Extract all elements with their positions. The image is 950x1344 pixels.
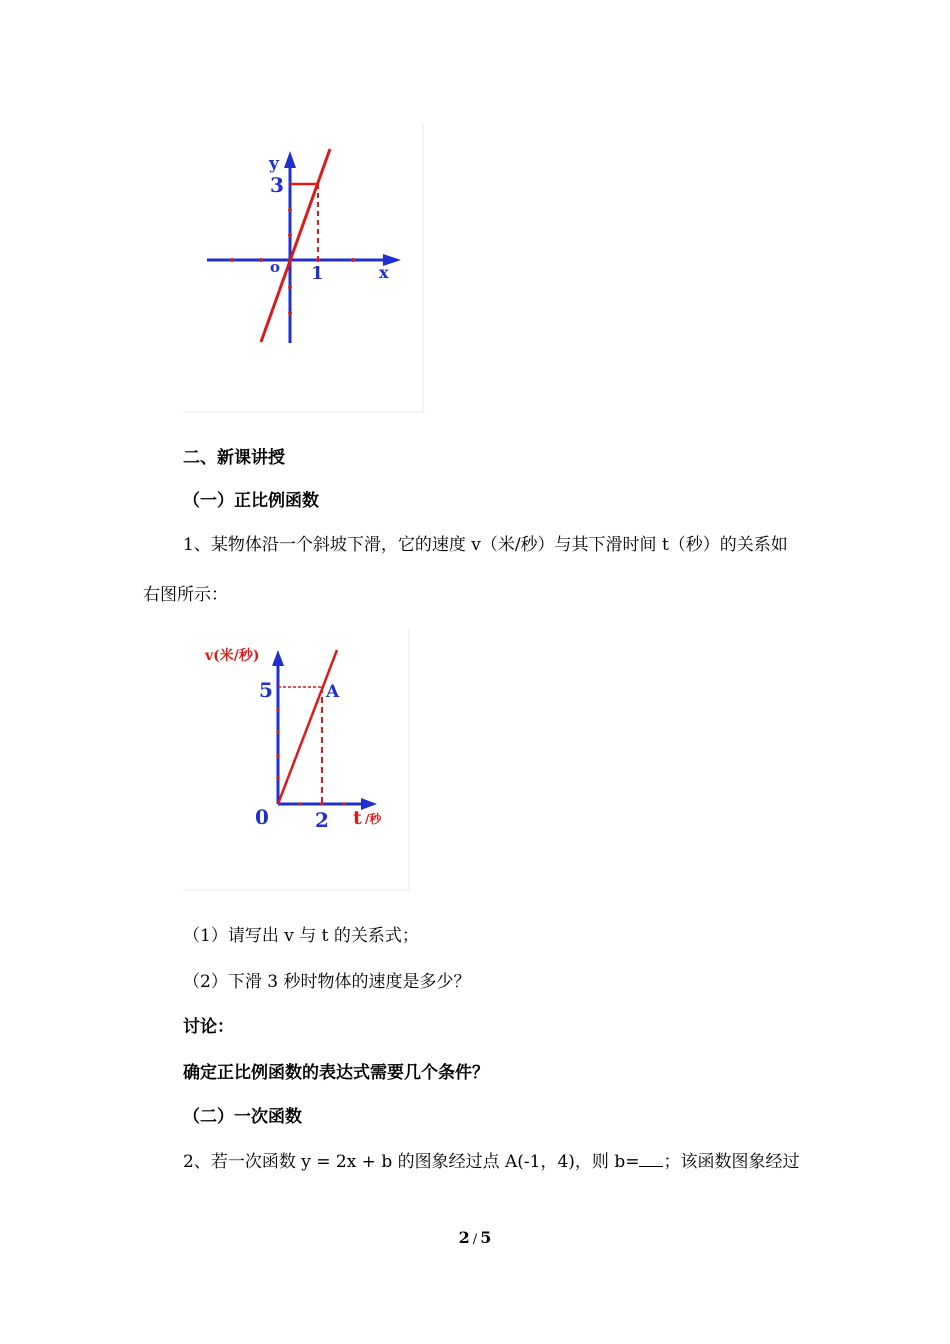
- problem1-line1: 1、某物体沿一个斜坡下滑，它的速度 v（米/秒）与其下滑时间 t（秒）的关系如: [183, 535, 788, 555]
- graph-velocity-time: [183, 628, 411, 891]
- point-a-label: A: [326, 682, 340, 702]
- y-axis-label: y: [269, 154, 279, 174]
- total-pages: 5: [480, 1228, 492, 1247]
- t-axis-arrow: [361, 798, 377, 810]
- page-number: [0, 1228, 950, 1247]
- origin-label: o: [270, 258, 281, 276]
- problem2-suffix: ；该函数图象经过: [663, 1152, 800, 1172]
- t-value-label: 2: [315, 808, 329, 832]
- question-1: （1）请写出 v 与 t 的关系式；: [183, 926, 419, 946]
- v-axis-arrow: [272, 650, 284, 666]
- part1-heading: （一）正比例函数: [183, 491, 319, 511]
- origin-label: 0: [255, 805, 269, 829]
- t-axis-label: t: [353, 807, 362, 829]
- problem2-prefix: 2、若一次函数 y = 2x + b 的图象经过点 A(-1，4)，则 b=: [183, 1152, 640, 1172]
- section-heading: 二、新课讲授: [183, 448, 285, 468]
- x-axis-label: x: [379, 263, 389, 282]
- velocity-line: [278, 650, 337, 804]
- problem1-line2: 右图所示：: [143, 585, 228, 605]
- question-2: （2）下滑 3 秒时物体的速度是多少？: [183, 972, 471, 992]
- page-separator: /: [472, 1232, 478, 1247]
- graph-y-equals-3x: [183, 123, 425, 413]
- v-axis-label: v(米/秒): [205, 648, 260, 664]
- y-value-label: 3: [270, 173, 284, 197]
- current-page: 2: [458, 1228, 470, 1247]
- discussion-question: 确定正比例函数的表达式需要几个条件？: [183, 1063, 489, 1083]
- y-axis-arrow: [284, 151, 296, 168]
- figure-proportional-graph: [183, 123, 425, 413]
- t-axis-unit: /秒: [365, 812, 382, 826]
- problem2-line: [183, 1150, 799, 1174]
- figure-velocity-graph: [183, 628, 411, 891]
- v-value-label: 5: [259, 678, 273, 702]
- tick-marks: [276, 708, 346, 806]
- answer-blank[interactable]: [639, 1150, 663, 1167]
- part2-heading: （二）一次函数: [183, 1107, 302, 1127]
- discussion-label: 讨论：: [183, 1017, 234, 1037]
- x-value-label: 1: [311, 263, 324, 284]
